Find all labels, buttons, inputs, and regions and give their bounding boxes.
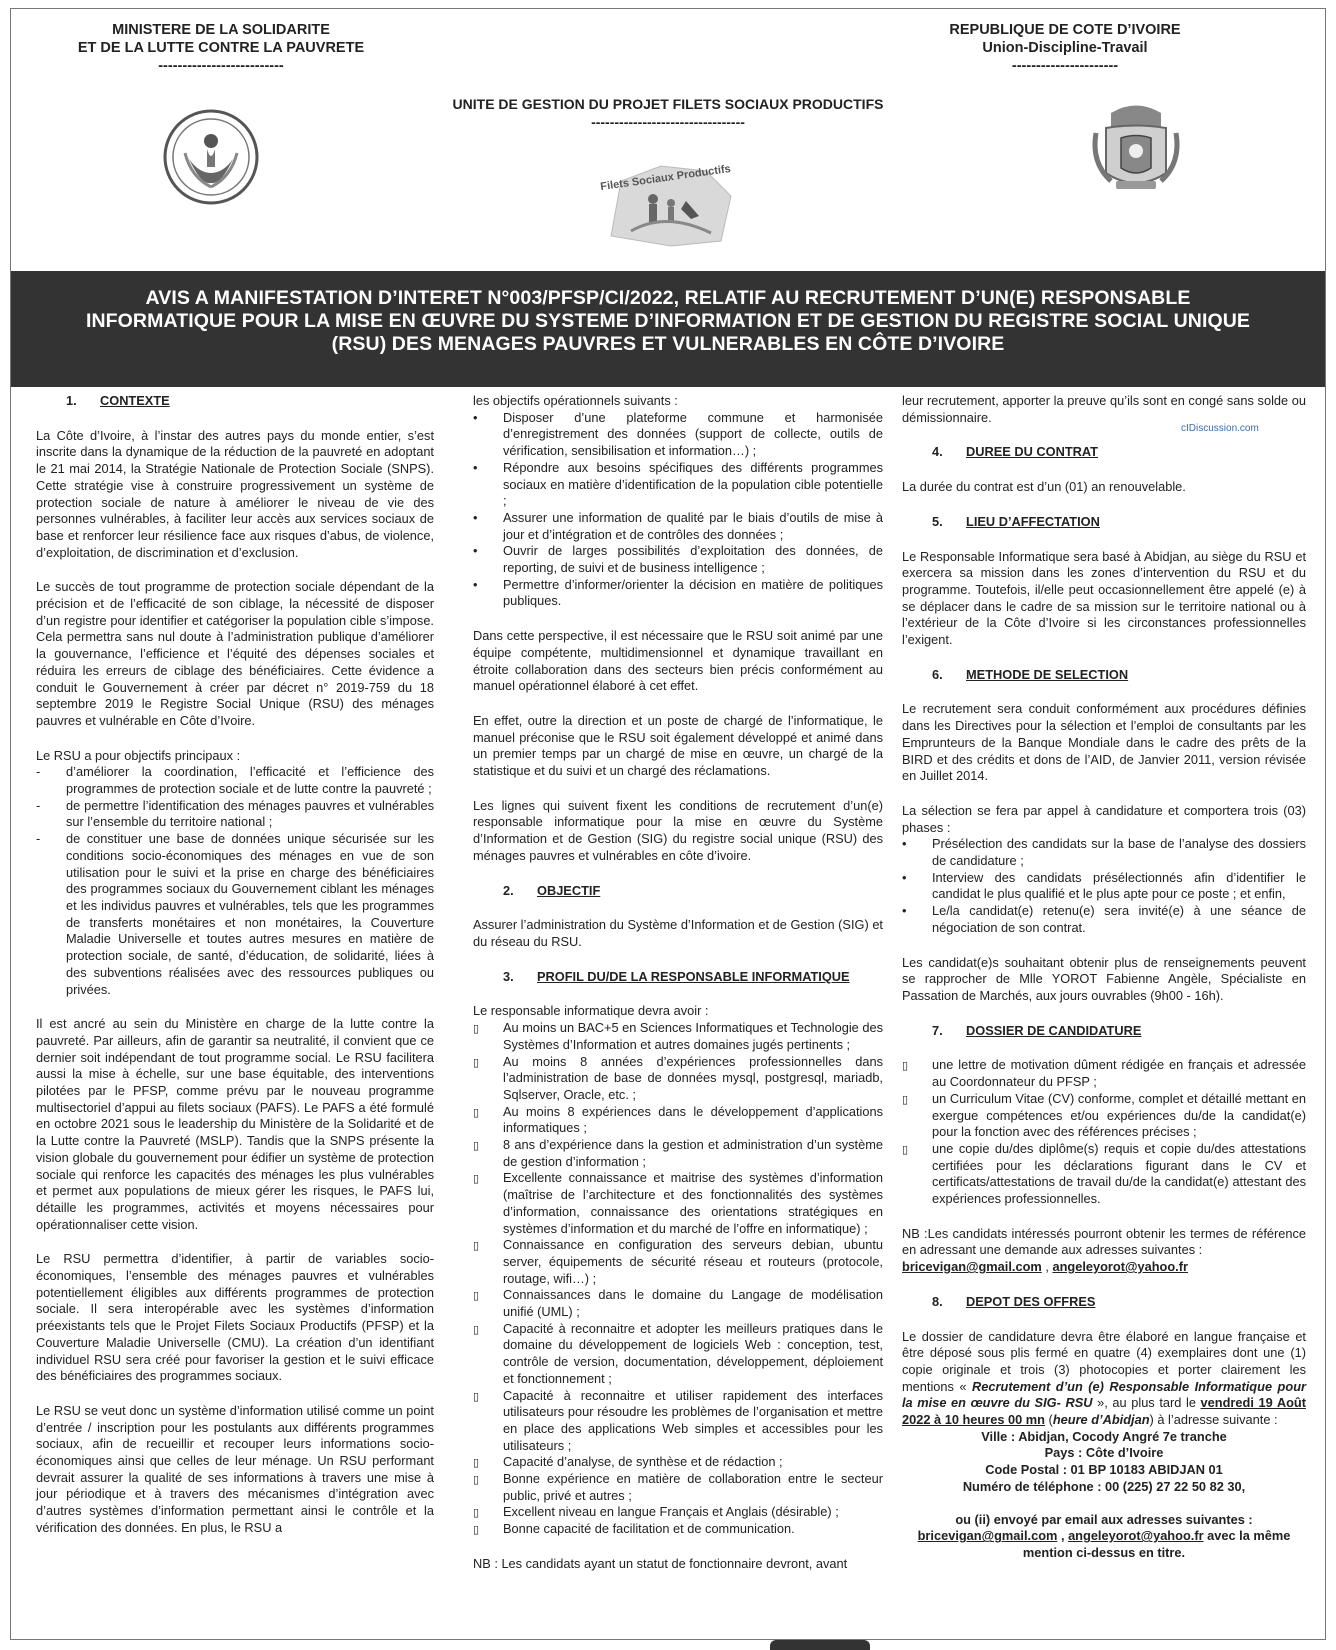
- email-link-angele-2[interactable]: angeleyorot@yahoo.fr: [1068, 1528, 1204, 1544]
- objectives-intro: les objectifs opérationnels suivants :: [473, 393, 678, 408]
- context-paragraph-9: Les lignes qui suivent fixent les conditions de recrutement d’un(e) responsable informatique pour la mise en œuvre du Système d’Information et de Gestion (SIG) du registre social unique (RSU) des ménages pauvres et vulnérables en côte d’ivoire.: [473, 797, 883, 863]
- column-2: [473, 393, 883, 1591]
- list-item: • Présélection des candidats sur la base de l’analyse des dossiers de candidature ;: [902, 836, 1306, 869]
- republic-divider: ----------------------: [1011, 58, 1119, 74]
- civil-servant-note-continued: leur recrutement, apporter la preuve qu’ils sont en congé sans solde ou démissionnaire.: [902, 393, 1306, 425]
- list-item: - d’améliorer la coordination, l’efficacité et l’efficience des programmes de protection sociale et de lutte contre la pauvreté ;: [36, 764, 434, 797]
- ministry-header: [51, 21, 391, 75]
- list-item: ▯ Excellente connaissance et maitrise des systèmes d’information (maîtrise de l’architecture et des fonctionnalités des systèmes d’information, connaissance des orientations stratégiques en systèmes d’information et du marché de l’offre en informatique) ;: [473, 1170, 883, 1237]
- contact-paragraph: Les candidat(e)s souhaitant obtenir plus de renseignements peuvent se rapprocher de Mlle YOROT Fabienne Angèle, Spécialiste en Passation de Marchés, aux jours ouvrables (9h00 - 16h).: [902, 954, 1306, 1003]
- list-item: ▯ Capacité à reconnaitre et adopter les meilleurs pratiques dans le domaine du développement de logiciels Web : conception, test, contrôle de version, documentation, développement, déploiement et fonctionnement ;: [473, 1321, 883, 1388]
- notice-title-banner: [11, 271, 1325, 387]
- republic-name: REPUBLIQUE DE COTE D’IVOIRE: [949, 22, 1181, 38]
- notice-title-line2: INFORMATIQUE POUR LA MISE EN ŒUVRE DU SYSTEME D’INFORMATION ET DE GESTION DU REGISTRE SOCIAL UNIQUE: [85, 310, 1251, 332]
- selection-phases-list: [902, 836, 1306, 936]
- section-heading-profile: 3. PROFIL DU/DE LA RESPONSABLE INFORMATIQUE: [503, 968, 850, 984]
- section-heading-selection: 6. METHODE DE SELECTION: [932, 666, 1129, 682]
- context-paragraph-7: Dans cette perspective, il est nécessaire que le RSU soit animé par une équipe compétente, multidimensionnel et dynamique travaillant en étroite collaboration dans des secteurs bien précis conformément au manuel opérationnel élaboré à cet effet.: [473, 628, 883, 694]
- location-paragraph: Le Responsable Informatique sera basé à Abidjan, au siège du RSU et exercera sa mission dans les zones d’intervention du RSU et du programme. Toutefois, il/elle peut occasionnellement être appelé (e) à se déplacer dans le cadre de sa mission sur le territoire national ou à l’extérieur de la Côte d’Ivoire si les circonstances professionnelles l’exigent.: [902, 548, 1306, 648]
- project-logo-text: Filets Sociaux Productifs: [599, 162, 732, 194]
- project-divider: ---------------------------------: [591, 114, 745, 130]
- list-item: • Ouvrir de larges possibilités d’exploitation des données, de reporting, de suivi et de business intelligence ;: [473, 543, 883, 576]
- list-item: ▯ 8 ans d’expérience dans la gestion et administration d’un système de gestion d’information ;: [473, 1137, 883, 1170]
- ministry-divider: --------------------------: [158, 58, 284, 74]
- republic-motto: Union-Discipline-Travail: [982, 40, 1148, 56]
- section-heading-objective: 2. OBJECTIF: [503, 882, 601, 898]
- list-item: ▯ Connaissances dans le domaine du Langage de modélisation unifié (UML) ;: [473, 1287, 883, 1320]
- list-item: ▯ Au moins 8 expériences dans le développement d’applications informatiques ;: [473, 1104, 883, 1137]
- objective-paragraph: Assurer l’administration du Système d’Information et de Gestion (SIG) et du réseau du RSU.: [473, 917, 883, 949]
- project-unit-title: UNITE DE GESTION DU PROJET FILETS SOCIAUX PRODUCTIFS: [452, 96, 884, 112]
- ministry-name-line1: MINISTERE DE LA SOLIDARITE: [112, 22, 330, 38]
- context-paragraph-8: En effet, outre la direction et un poste de chargé de l’informatique, le manuel préconise que le RSU soit également développé et animé dans un premier temps par un chargé de mise en œuvre, un chargé de la statistique et du suivi et un chargé des réclamations.: [473, 712, 883, 779]
- list-item: ▯ Capacité d’analyse, de synthèse et de rédaction ;: [473, 1454, 883, 1471]
- section-heading-location: 5. LIEU D’AFFECTATION: [932, 513, 1100, 529]
- list-item: ▯ Au moins un BAC+5 en Sciences Informatiques et Technologie des Systèmes d’Information et autres domaines jugés pertinents ;: [473, 1020, 883, 1053]
- list-item: • Permettre d’informer/orienter la décision en matière de politiques publiques.: [473, 577, 883, 610]
- civil-servant-note: NB : Les candidats ayant un statut de fonctionnaire devront, avant: [473, 1555, 848, 1571]
- context-paragraph-3: Le RSU a pour objectifs principaux :: [36, 747, 241, 763]
- list-item: ▯ Bonne expérience en matière de collaboration entre le secteur public, privé et autres ;: [473, 1471, 883, 1504]
- email-link-brice[interactable]: bricevigan@gmail.com: [902, 1259, 1042, 1275]
- duration-paragraph: La durée du contrat est d’un (01) an renouvelable.: [902, 479, 1186, 495]
- profile-intro: Le responsable informatique devra avoir :: [473, 1003, 709, 1019]
- application-documents-list: [902, 1057, 1306, 1207]
- list-item: • Répondre aux besoins spécifiques des différents programmes sociaux en matière d’identification de la population cible potentielle ;: [473, 460, 883, 510]
- section-heading-application-file: 7. DOSSIER DE CANDIDATURE: [932, 1022, 1142, 1038]
- section-heading-context: 1. CONTEXTE: [66, 393, 170, 408]
- context-paragraph-4: Il est ancré au sein du Ministère en charge de la lutte contre la pauvreté. Par ailleurs, afin de garantir sa neutralité, il convient que ce dernier soit indépendant de tout programme social. Le RSU facilitera aussi la mise à échelle, sur une base équitable, des interventions pilotées par le PFSP, comme prévu par le nouveau programme multisectoriel d’appui au filets sociaux (PAFS). Le PAFS a été formulé en octobre 2021 sous le leadership du Ministère de la Solidarité et de la Lutte contre la Pauvreté (MSLP). Tandis que la SNPS présente la vision globale du gouvernement pour édifier un système de protection sociale qui renforce les capacités des ménages les plus vulnérables et permet aux populations de mieux gérer les risques, le PAFS lui, détaille les programmes, activités et moyens nécessaires pour opérationnaliser cette vision.: [36, 1016, 434, 1232]
- project-logo: [591, 141, 741, 251]
- list-item: • Le/la candidat(e) retenu(e) sera invité(e) à une séance de négociation de son contrat.: [902, 903, 1306, 936]
- ministry-name-line2: ET DE LA LUTTE CONTRE LA PAUVRETE: [77, 40, 365, 56]
- column-1: [36, 393, 434, 1555]
- selection-paragraph-2: La sélection se fera par appel à candidature et comportera trois (03) phases :: [902, 802, 1306, 835]
- context-paragraph-2: Le succès de tout programme de protection sociale dépendant de la précision et de l’efficacité de son ciblage, la nécessité de disposer d’un registre pour identifier et catégoriser la population cible s’impose. Cela permettra sans nul doute à l’administration publique d’améliorer la gouvernance, l’efficience et l’équité des dépenses sociales et réduira les erreurs de ciblage des bénéficiaires. Cette évidence a conduit le Gouvernement à créer par décret n° 2019-759 du 18 septembre 2019 le Registre Social Unique (RSU) des ménages pauvres et vulnérable en Côte d’Ivoire.: [36, 579, 434, 728]
- submission-paragraph: Le dossier de candidature devra être élaboré en langue française et être déposé sous plis fermé en quatre (4) exemplaires dont une (1) copie originale et trois (3) photocopies et porter clairement les mentions « Recrutement d’un (e) Responsable Informatique pour la mise en œuvre du SIG- RSU », au plus tard le vendredi 19 Août 2022 à 10 heures 00 mn (heure d’Abidjan) à l’adresse suivante :: [902, 1328, 1306, 1428]
- context-paragraph-6: Le RSU se veut donc un système d’information utilisé comme un point d’entrée / inscription pour les postulants aux différents programmes sociaux, afin de recueillir et recouper leurs informations socio-économiques ainsi que celles de leur ménage. Un RSU performant devrait assurer la qualité de ses informations à travers une mise à jour périodique et à travers des mécanismes d’intégration avec d’autres systèmes d’information permettant ainsi le contrôle et la vérification des données. En plus, le RSU a: [36, 1402, 434, 1535]
- address-phone: Numéro de téléphone : 00 (225) 27 22 50 82 30,: [962, 1478, 1246, 1494]
- section-heading-submission: 8. DEPOT DES OFFRES: [932, 1293, 1096, 1309]
- list-item: - de constituer une base de données unique sécurisée sur les conditions socio-économiques des ménages en vue de son utilisation pour le suivi et la prise en charge des bénéficiaires des programmes sociaux du Gouvernement ciblant les ménages et les individus pauvres et vulnérables, tels que les programmes de transferts monétaires et non monétaires, la Couverture Maladie Universelle et toutes autres mesures en matière de protection sociale, de santé, d’éducation, de solidarité, liées à des subventions réalisées avec des ressources publiques ou privées.: [36, 831, 434, 998]
- list-item: ▯ une lettre de motivation dûment rédigée en français et adressée au Coordonnateur du PFSP ;: [902, 1057, 1306, 1090]
- list-item: - de permettre l’identification des ménages pauvres et vulnérables sur l’ensemble du territoire national ;: [36, 798, 434, 831]
- address-city: Ville : Abidjan, Cocody Angré 7e tranche: [981, 1428, 1227, 1444]
- list-item: • Interview des candidats présélectionnés afin d’identifier le candidat le plus qualifié et le plus apte pour ce poste ; et enfin,: [902, 870, 1306, 903]
- selection-paragraph-1: Le recrutement sera conduit conformément aux procédures définies dans les Directives pour la sélection et l’emploi de consultants par les Emprunteurs de la Banque Mondiale dans le cadre des prêts de la BIRD et des crédits et dons de l’AID, de Janvier 2011, version révisée en Juillet 2014.: [902, 701, 1306, 784]
- list-item: ▯ Au moins 8 années d’expériences professionnelles dans l’administration de base de données mysql, postgresql, mariadb, Sqlserver, Oracle, etc. ;: [473, 1054, 883, 1104]
- email-link-angele[interactable]: angeleyorot@yahoo.fr: [1052, 1259, 1188, 1275]
- source-watermark: cIDiscussion.com: [1181, 423, 1259, 434]
- profile-requirements-list: [473, 1020, 883, 1538]
- address-postal-code: Code Postal : 01 BP 10183 ABIDJAN 01: [985, 1462, 1223, 1478]
- context-paragraph-5: Le RSU permettra d’identifier, à partir de variables socio-économiques, l’ensemble des ménages pauvres et vulnérables potentiellement éligibles aux différents programmes de protection sociale. Il sera interopérable avec les systèmes d’information préexistants tels que le Projet Filets Sociaux Productifs (PFSP) et la Couverture Maladie Universelle (CMU). La création d’un identifiant individuel RSU sera créé pour favoriser la gestion et le suivi efficace des bénéficiaires des programmes sociaux.: [36, 1251, 434, 1384]
- notice-page: [10, 8, 1326, 1640]
- page-bottom-tab: [770, 1640, 870, 1650]
- coat-of-arms-logo: [1081, 93, 1191, 203]
- ministry-logo: [161, 107, 261, 207]
- column-3: [902, 393, 1306, 1562]
- list-item: ▯ Capacité à reconnaitre et utiliser rapidement des interfaces utilisateurs pour résoudre les problèmes de l’organisation et mettre en place des applications Web simples et accessibles pour les utilisateurs ;: [473, 1388, 883, 1455]
- list-item: ▯ une copie du/des diplôme(s) requis et copie du/des attestations certifiées pour les déclarations figurant dans le CV et certificats/attestations de travail du/de la candidat(e) attestant des expériences professionnelles.: [902, 1141, 1306, 1208]
- list-item: ▯ Connaissance en configuration des serveurs debian, ubuntu server, équipements de sécurité réseau et routeurs (protocole, routage, wifi…) ;: [473, 1237, 883, 1287]
- list-item: • Assurer une information de qualité par le biais d’outils de mise à jour et d’intégration et de contrôles des données ;: [473, 510, 883, 543]
- notice-title-line3: (RSU) DES MENAGES PAUVRES ET VULNERABLES EN CÔTE D’IVOIRE: [331, 333, 1005, 355]
- section-heading-duration: 4. DUREE DU CONTRAT: [932, 444, 1098, 460]
- email-submission-line: bricevigan@gmail.com , angeleyorot@yahoo.fr avec la même mention ci-dessus en titre.: [917, 1528, 1291, 1560]
- list-item: ▯ Bonne capacité de facilitation et de communication.: [473, 1521, 883, 1538]
- list-item: ▯ un Curriculum Vitae (CV) conforme, complet et détaillé mettant en exergue compétences et/ou expériences du/de la candidat(e) pour la fonction avec des références précises ;: [902, 1091, 1306, 1141]
- list-item: • Disposer d’une plateforme commune et harmonisée d’enregistrement des données (support de collecte, outils de vérification, sensibilisation et information…) ;: [473, 410, 883, 460]
- email-link-brice-2[interactable]: bricevigan@gmail.com: [917, 1528, 1058, 1544]
- operational-objectives-list: [473, 410, 883, 610]
- republic-header: [905, 21, 1225, 75]
- email-submission-intro: ou (ii) envoyé par email aux adresses suivantes :: [955, 1511, 1253, 1527]
- rsu-objectives-list: [36, 764, 434, 998]
- address-country: Pays : Côte d’Ivoire: [1044, 1445, 1164, 1461]
- submission-address: [902, 1429, 1306, 1562]
- notice-title-line1: AVIS A MANIFESTATION D’INTERET N°003/PFSP/CI/2022, RELATIF AU RECRUTEMENT D’UN(E) RESPONSABLE: [145, 287, 1191, 309]
- context-paragraph-1: La Côte d’Ivoire, à l’instar des autres pays du monde entier, s’est inscrite dans la dynamique de la réduction de la pauvreté en adoptant le 21 mai 2014, la Stratégie Nationale de Protection Sociale (SNPS). Cette stratégie vise à construire progressivement un système de protection sociale de nature à améliorer le niveau de vie des personnes vulnérables, à faciliter leur accès aux services sociaux de base et renforcer leur résilience face aux risques d’abus, de violence, d’exploitation, de discrimination et d’exclusion.: [36, 427, 434, 560]
- list-item: ▯ Excellent niveau en langue Français et Anglais (désirable) ;: [473, 1504, 883, 1521]
- terms-of-reference-note: NB :Les candidats intéressés pourront obtenir les termes de référence en adressant une demande aux adresses suivantes : bricevigan@gmail.com , angeleyorot@yahoo.fr: [902, 1225, 1306, 1275]
